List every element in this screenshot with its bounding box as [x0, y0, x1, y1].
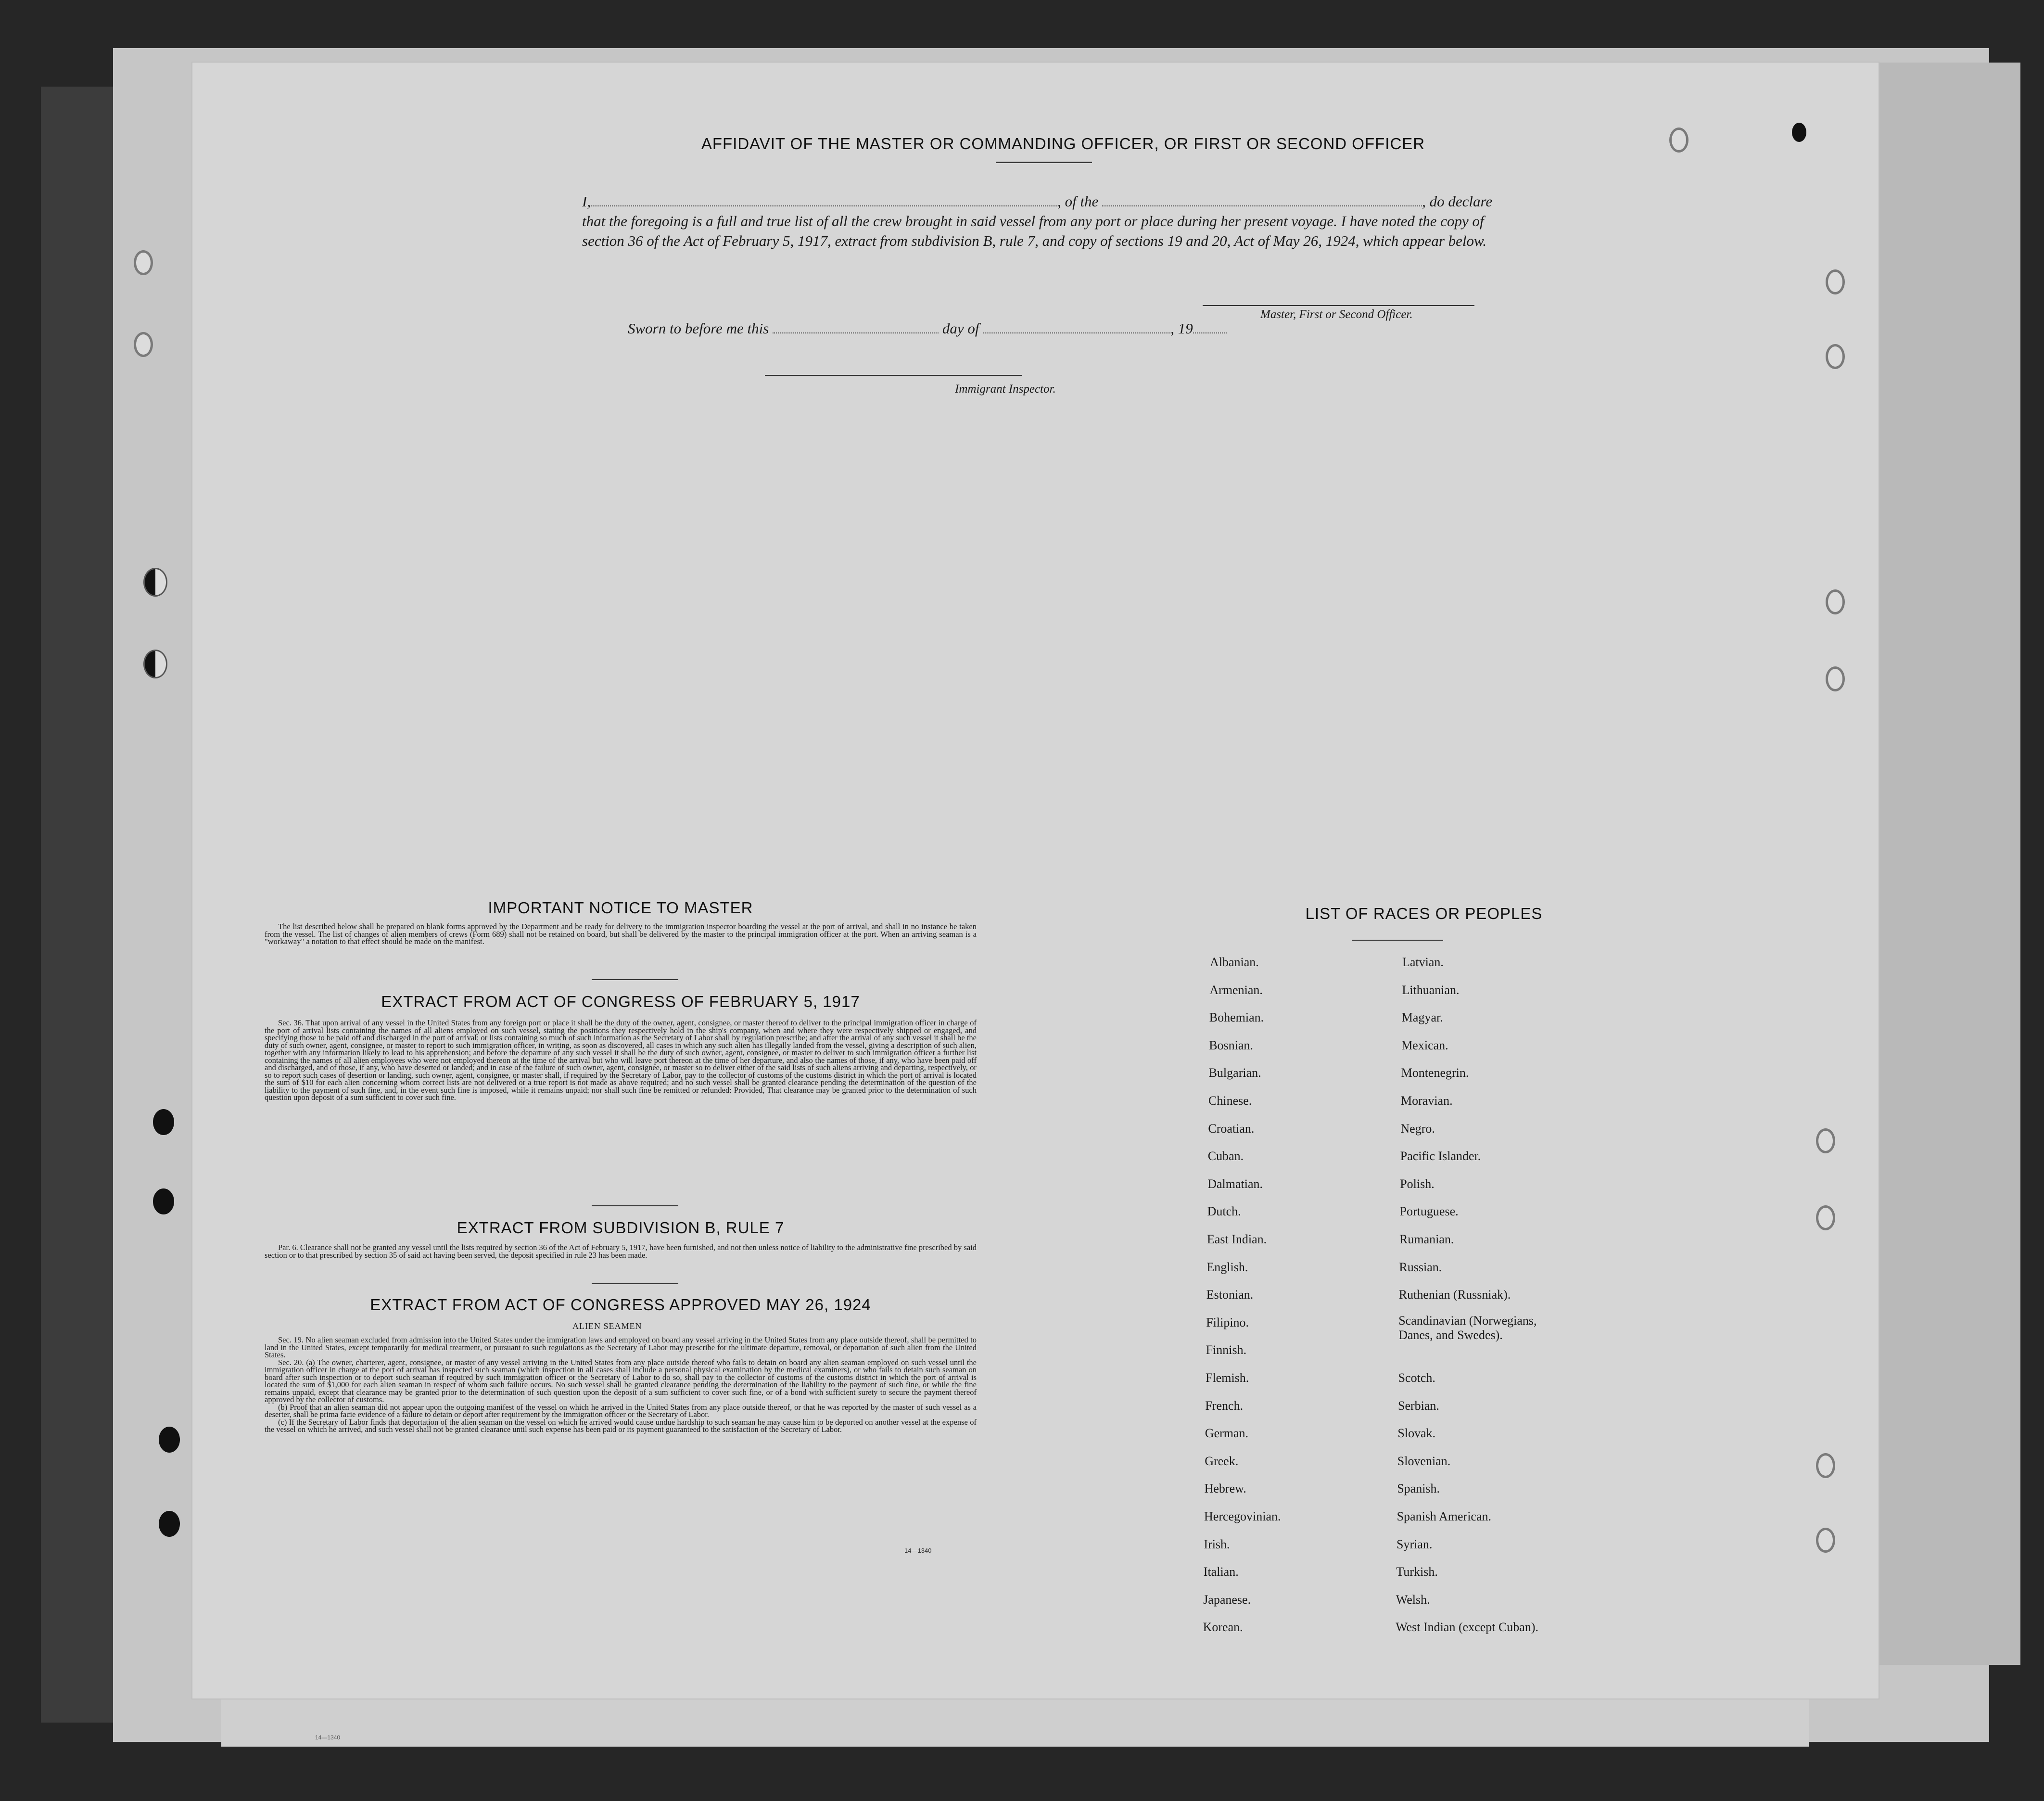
- race-item: Croatian.: [1208, 1121, 1255, 1136]
- rule7-title: EXTRACT FROM SUBDIVISION B, RULE 7: [457, 1219, 785, 1237]
- punch-hole: [1826, 589, 1845, 614]
- punch-hole: [143, 568, 167, 597]
- affidavit-title: AFFIDAVIT OF THE MASTER OR COMMANDING OFFICER, OR FIRST OR SECOND OFFICER: [701, 135, 1425, 153]
- race-item: Slovenian.: [1397, 1454, 1451, 1468]
- extract-1924-sections: [265, 1336, 977, 1433]
- race-item: Cuban.: [1207, 1149, 1244, 1163]
- extract-1917-body: Sec. 36. That upon arrival of any vessel in the United States from any foreign port or place it shall be the duty of the owner, agent, consignee, or master thereof to deliver to the principal immigration officer in charge of the port of arrival lists containing the names of all aliens employed on such vessel, stating the positions they respectively hold in the ship's company, when and where they were respectively shipped or engaged, and specifying those to be paid off and discharged in the port of arrival; or lists containing so much of such information as the Secretary of Labor shall by regulation prescribe; and after the arrival of any such vessel it shall be the duty of such owner, agent, consignee, or master to report to such immigration officer, in writing, as soon as discovered, all cases in which any such alien has illegally landed from the vessel, giving a description of such alien, together with any information likely to lead to his apprehension; and before the departure of any such vessel it shall be the duty of such owner, agent, consignee, or master to deliver to such immigration officer a further list containing the names of all alien employees who were not employed thereon at the time of the arrival but who will leave port thereon at the time of her departure, and also the names of those, if any, who have been paid off and discharged, and of those, if any, who have deserted or landed; and in case of the failure of such owner, agent, consignee, or master so to deliver either of the said lists of such aliens arriving and departing, respectively, or so to report such cases of desertion or landing, such owner, agent, consignee, or master shall, if required by the Secretary of Labor, pay to the collector of customs of the customs district in which the port of arrival is located the sum of $10 for each alien concerning whom correct lists are not delivered or a true report is not made as above required; and no such vessel shall be granted clearance pending the determination of the question of the liability to the payment of such fine, and, in the event such fine is imposed, while it remains unpaid; nor shall such fine be remitted or refunded: Provided, That clearance may be granted prior to the determination of such question upon deposit of a sum sufficient to cover such fine.: [265, 1018, 977, 1102]
- sworn-year: , 19: [1170, 320, 1193, 337]
- rule7-body: Par. 6. Clearance shall not be granted any vessel until the lists required by section 36 of the Act of February 5, 1917, have been furnished, and not then unless notice of liability to the administrative fine prescribed by said section or to that prescribed by section 35 of said act having been served, the deposit specified in rule 23 has been made.: [265, 1243, 977, 1260]
- name-blank: [591, 195, 1057, 206]
- race-item: Hercegovinian.: [1204, 1509, 1281, 1523]
- punch-hole: [153, 1188, 174, 1214]
- race-item: Magyar.: [1401, 1010, 1443, 1025]
- inspector-label: Immigrant Inspector.: [955, 383, 1056, 396]
- affidavit-text: [582, 192, 1515, 251]
- race-item: German.: [1205, 1426, 1249, 1441]
- punch-hole: [1669, 128, 1689, 153]
- form-code: 14—1340: [904, 1547, 932, 1554]
- race-item: Dutch.: [1207, 1204, 1241, 1219]
- sworn-prefix: Sworn to before me this: [628, 320, 769, 337]
- sec19-text: Sec. 19. No alien seaman excluded from admission into the United States under the immigration laws and employed on board any vessel arriving in the United States from any place outside thereof, shall be permitted to land in the United States, except temporarily for medical treatment, or pursuant to such regulations as the Secretary of Labor may prescribe for the ultimate departure, removal, or deportation of such alien from the United States.: [265, 1335, 977, 1359]
- race-item: Chinese.: [1208, 1094, 1252, 1108]
- sec20b-text: (b) Proof that an alien seaman did not appear upon the outgoing manifest of the vessel on which he arrived in the United States from any place outside thereof, or that he was reported by the master of such vessel as a deserter, shall be prima facie evidence of a failure to detain or deport after requirement by the immigration officer or the Secretary of Labor.: [265, 1402, 977, 1419]
- punch-hole: [1816, 1205, 1835, 1230]
- sec20c-text: (c) If the Secretary of Labor finds that deportation of the alien seaman on the vessel on which he arrived would cause undue hardship to such seaman he may cause him to be deported on another vessel at the expense of the vessel on which he arrived, and such vessel shall not be granted clearance until such expense has been paid or its payment guaranteed to the satisfaction of the Secretary of Labor.: [265, 1417, 977, 1434]
- race-item: Filipino.: [1206, 1315, 1249, 1329]
- punch-hole: [1826, 666, 1845, 691]
- under-sheet-form-code: 14—1340: [315, 1734, 341, 1741]
- race-item: Greek.: [1205, 1454, 1239, 1468]
- race-item: Serbian.: [1398, 1398, 1439, 1413]
- race-item: Bulgarian.: [1208, 1066, 1261, 1080]
- punch-hole: [134, 332, 153, 357]
- race-item: Bohemian.: [1209, 1010, 1264, 1025]
- race-item: West Indian (except Cuban).: [1396, 1620, 1538, 1635]
- races-title: LIST OF RACES OR PEOPLES: [1305, 905, 1543, 922]
- race-item: Scandinavian (Norwegians, Danes, and Swedes).: [1398, 1313, 1537, 1342]
- race-item: Italian.: [1203, 1565, 1239, 1579]
- race-item: Moravian.: [1401, 1094, 1453, 1108]
- binder-strip: [41, 87, 123, 1723]
- punch-hole: [134, 250, 153, 275]
- race-item: Welsh.: [1396, 1592, 1430, 1607]
- back-sheet-edge: [1876, 63, 2020, 1665]
- month-blank: [983, 322, 1170, 333]
- signature-label: Master, First or Second Officer.: [1260, 308, 1413, 321]
- divider: [592, 1283, 678, 1284]
- race-item: Armenian.: [1209, 983, 1263, 997]
- race-item: Hebrew.: [1204, 1482, 1246, 1496]
- race-item: Spanish.: [1397, 1482, 1440, 1496]
- punch-hole: [143, 650, 167, 678]
- race-item: Polish.: [1400, 1176, 1435, 1191]
- race-item: Irish.: [1204, 1537, 1230, 1551]
- signature-line: [1203, 305, 1474, 306]
- race-item: Syrian.: [1397, 1537, 1433, 1551]
- punch-hole: [1816, 1528, 1835, 1553]
- race-item: Lithuanian.: [1402, 983, 1460, 997]
- race-item: Turkish.: [1396, 1565, 1438, 1579]
- race-item: Korean.: [1203, 1620, 1243, 1635]
- race-item: Dalmatian.: [1207, 1176, 1263, 1191]
- race-item: Japanese.: [1203, 1592, 1251, 1607]
- race-item: Pacific Islander.: [1400, 1149, 1481, 1163]
- punch-hole: [153, 1109, 174, 1135]
- race-item: French.: [1205, 1398, 1244, 1413]
- affidavit-line1-mid: , of the: [1057, 193, 1099, 210]
- affidavit-body-rest: that the foregoing is a full and true list of all the crew brought in said vessel from any port or place during her present voyage. I have noted the copy of section 36 of the Act of February 5, 1917, extract from subdivision B, rule 7, and copy of sections 19 and 20, Act of May 26, 1924, which appear below.: [582, 213, 1487, 249]
- alien-seamen-heading: ALIEN SEAMEN: [572, 1321, 642, 1331]
- race-item: Ruthenian (Russniak).: [1398, 1288, 1511, 1302]
- race-item: Mexican.: [1401, 1038, 1448, 1052]
- notice-title: IMPORTANT NOTICE TO MASTER: [488, 899, 753, 917]
- notice-body: The list described below shall be prepared on blank forms approved by the Department and be ready for delivery to the immigration inspector boarding the vessel at the port of arrival, and shall in no instance be taken from the vessel. The list of changes of alien members of crews (Form 689) shall not be retained on board, but shall be delivered by the master to the principal immigration officer at the port. When an arriving seaman is a "workaway" a notation to that effect should be made on the manifest.: [265, 922, 977, 946]
- inspector-signature-line: [765, 375, 1022, 376]
- race-item: Russian.: [1399, 1260, 1442, 1274]
- race-item: English.: [1206, 1260, 1248, 1274]
- race-item: Estonian.: [1206, 1288, 1254, 1302]
- race-item: Albanian.: [1210, 955, 1259, 969]
- punch-hole: [1816, 1453, 1835, 1478]
- punch-hole: [1816, 1128, 1835, 1153]
- divider: [996, 162, 1092, 163]
- extract-1924-title: EXTRACT FROM ACT OF CONGRESS APPROVED MAY 26, 1924: [370, 1296, 871, 1314]
- divider: [592, 1205, 678, 1206]
- punch-hole: [159, 1511, 180, 1537]
- race-item: Latvian.: [1402, 955, 1444, 969]
- year-blank: [1193, 322, 1227, 333]
- vessel-blank: [1102, 195, 1422, 206]
- punch-hole: [1792, 123, 1806, 142]
- sec20a-text: Sec. 20. (a) The owner, charterer, agent, consignee, or master of any vessel arriving in the United States from any place outside thereof who fails to detain on board any alien seaman employed on such vessel until the immigration officer in charge at the port of arrival has inspected such seaman (which inspection in all cases shall include a personal physical examination by the medical examiners), or who fails to detain such seaman on board after such inspection or to deport such seaman if required by such immigration officer or the Secretary of Labor to do so, shall pay to the collector of customs of the customs district in which the port of arrival is located the sum of $1,000 for each alien seaman in respect of whom such failure occurs. No such vessel shall be granted clearance pending the determination of the liability to the payment of such fine, or while the fine remains unpaid, except that clearance may be granted prior to the determination of such question upon the deposit of a sum sufficient to cover such fine, or of a bond with sufficient surety to secure the payment thereof approved by the collector of customs.: [265, 1357, 977, 1404]
- affidavit-line1-end: , do declare: [1422, 193, 1493, 210]
- manifest-page: [192, 63, 1879, 1699]
- divider: [592, 979, 678, 980]
- race-item: Finnish.: [1206, 1343, 1247, 1357]
- race-item: Flemish.: [1206, 1371, 1249, 1385]
- race-item: Montenegrin.: [1401, 1066, 1469, 1080]
- day-blank: [773, 322, 939, 333]
- sworn-line: [628, 320, 1227, 337]
- race-item: Spanish American.: [1397, 1509, 1492, 1523]
- punch-hole: [1826, 269, 1845, 294]
- under-sheet-strip: [221, 1694, 1809, 1747]
- race-item: Scotch.: [1398, 1371, 1435, 1385]
- race-item: Negro.: [1400, 1121, 1435, 1136]
- punch-hole: [159, 1427, 180, 1453]
- divider: [1352, 940, 1443, 941]
- sworn-day-of: day of: [942, 320, 979, 337]
- extract-1917-title: EXTRACT FROM ACT OF CONGRESS OF FEBRUARY 5, 1917: [381, 993, 860, 1010]
- race-item: East Indian.: [1207, 1232, 1267, 1246]
- race-item: Portuguese.: [1399, 1204, 1459, 1219]
- race-item: Slovak.: [1397, 1426, 1436, 1441]
- race-item: Bosnian.: [1209, 1038, 1253, 1052]
- race-item: Rumanian.: [1399, 1232, 1454, 1246]
- punch-hole: [1826, 344, 1845, 369]
- affidavit-line1-prefix: I,: [582, 193, 591, 210]
